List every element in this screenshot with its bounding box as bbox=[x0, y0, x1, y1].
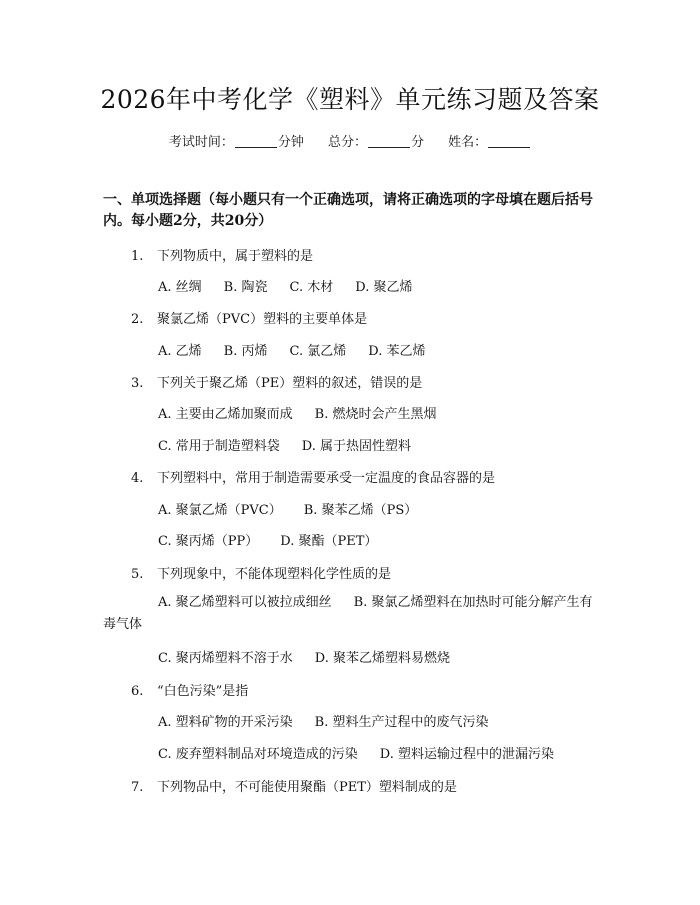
option-d: D. 聚苯乙烯塑料易燃烧 bbox=[314, 651, 450, 666]
question-4-options-row-1 bbox=[158, 499, 439, 518]
question-number: 2. bbox=[131, 312, 144, 327]
exam-info-line bbox=[0, 131, 700, 150]
question-6 bbox=[131, 680, 248, 699]
question-text: 下列关于聚乙烯（PE）塑料的叙述，错误的是 bbox=[157, 376, 423, 391]
option-c: C. 聚丙烯塑料不溶于水 bbox=[158, 651, 293, 666]
option-a: A. 主要由乙烯加聚而成 bbox=[158, 407, 293, 422]
option-c: C. 木材 bbox=[289, 280, 334, 295]
question-text: 下列现象中，不能体现塑料化学性质的是 bbox=[157, 567, 392, 582]
question-text: 聚氯乙烯（PVC）塑料的主要单体是 bbox=[157, 312, 368, 327]
question-5-options-row-1 bbox=[103, 592, 603, 636]
option-b: B. 聚氯乙烯塑料在加热时可能分解产生有毒气体 bbox=[103, 595, 593, 632]
total-score-field bbox=[328, 131, 424, 150]
option-c: C. 常用于制造塑料袋 bbox=[158, 439, 280, 454]
question-number: 6. bbox=[131, 684, 144, 699]
question-6-options-row-2 bbox=[158, 743, 576, 762]
question-text: 下列塑料中，常用于制造需要承受一定温度的食品容器的是 bbox=[157, 471, 496, 486]
option-c: C. 氯乙烯 bbox=[289, 344, 347, 359]
question-5 bbox=[131, 563, 391, 582]
question-7 bbox=[131, 776, 457, 795]
total-score-blank bbox=[368, 135, 410, 148]
option-a: A. 乙烯 bbox=[158, 344, 202, 359]
question-text: 下列物质中，属于塑料的是 bbox=[157, 249, 314, 264]
option-a: A. 丝绸 bbox=[158, 280, 202, 295]
question-3-options-row-1 bbox=[158, 403, 458, 422]
question-1-options bbox=[158, 276, 434, 295]
option-b: B. 陶瓷 bbox=[223, 280, 268, 295]
total-score-label: 总分： bbox=[327, 135, 367, 150]
option-d: D. 塑料运输过程中的泄漏污染 bbox=[379, 747, 554, 762]
option-c: C. 废弃塑料制品对环境造成的污染 bbox=[158, 747, 358, 762]
name-field bbox=[448, 131, 531, 150]
option-a: A. 聚氯乙烯（PVC） bbox=[158, 503, 282, 518]
option-d: D. 属于热固性塑料 bbox=[301, 439, 411, 454]
exam-time-label: 考试时间： bbox=[168, 135, 234, 150]
question-1 bbox=[131, 245, 313, 264]
page-title: 2026年中考化学《塑料》单元练习题及答案 bbox=[100, 85, 600, 114]
total-score-unit: 分 bbox=[411, 135, 425, 150]
question-4 bbox=[131, 467, 495, 486]
question-number: 3. bbox=[131, 376, 144, 391]
question-number: 5. bbox=[131, 567, 144, 582]
option-a: A. 聚乙烯塑料可以被拉成细丝 bbox=[158, 595, 332, 610]
exam-time-unit: 分钟 bbox=[277, 135, 304, 150]
question-2 bbox=[131, 308, 367, 327]
option-d: D. 苯乙烯 bbox=[368, 344, 426, 359]
option-b: B. 燃烧时会产生黑烟 bbox=[314, 407, 437, 422]
exam-time-blank bbox=[235, 135, 277, 148]
question-4-options-row-2 bbox=[158, 530, 399, 549]
option-d: D. 聚酯（PET） bbox=[280, 534, 378, 549]
question-2-options bbox=[158, 340, 447, 359]
option-a: A. 塑料矿物的开采污染 bbox=[158, 715, 293, 730]
option-b: B. 塑料生产过程中的废气污染 bbox=[314, 715, 489, 730]
question-3-options-row-2 bbox=[158, 435, 433, 454]
question-text: “白色污染”是指 bbox=[157, 684, 249, 699]
question-number: 1. bbox=[131, 249, 144, 264]
question-number: 7. bbox=[131, 780, 144, 795]
question-3 bbox=[131, 372, 422, 391]
option-d: D. 聚乙烯 bbox=[355, 280, 413, 295]
exam-time-field bbox=[169, 131, 304, 150]
name-blank bbox=[488, 135, 530, 148]
name-label: 姓名： bbox=[448, 135, 488, 150]
question-5-options-row-2 bbox=[158, 647, 472, 666]
option-b: B. 聚苯乙烯（PS） bbox=[303, 503, 418, 518]
question-6-options-row-1 bbox=[158, 711, 510, 730]
section-heading: 一、单项选择题（每小题只有一个正确选项，请将正确选项的字母填在题后括号内。每小题2分，共20分） bbox=[103, 192, 593, 229]
question-number: 4. bbox=[131, 471, 144, 486]
option-b: B. 丙烯 bbox=[223, 344, 268, 359]
option-c: C. 聚丙烯（PP） bbox=[158, 534, 259, 549]
question-text: 下列物品中，不可能使用聚酯（PET）塑料制成的是 bbox=[157, 780, 457, 795]
